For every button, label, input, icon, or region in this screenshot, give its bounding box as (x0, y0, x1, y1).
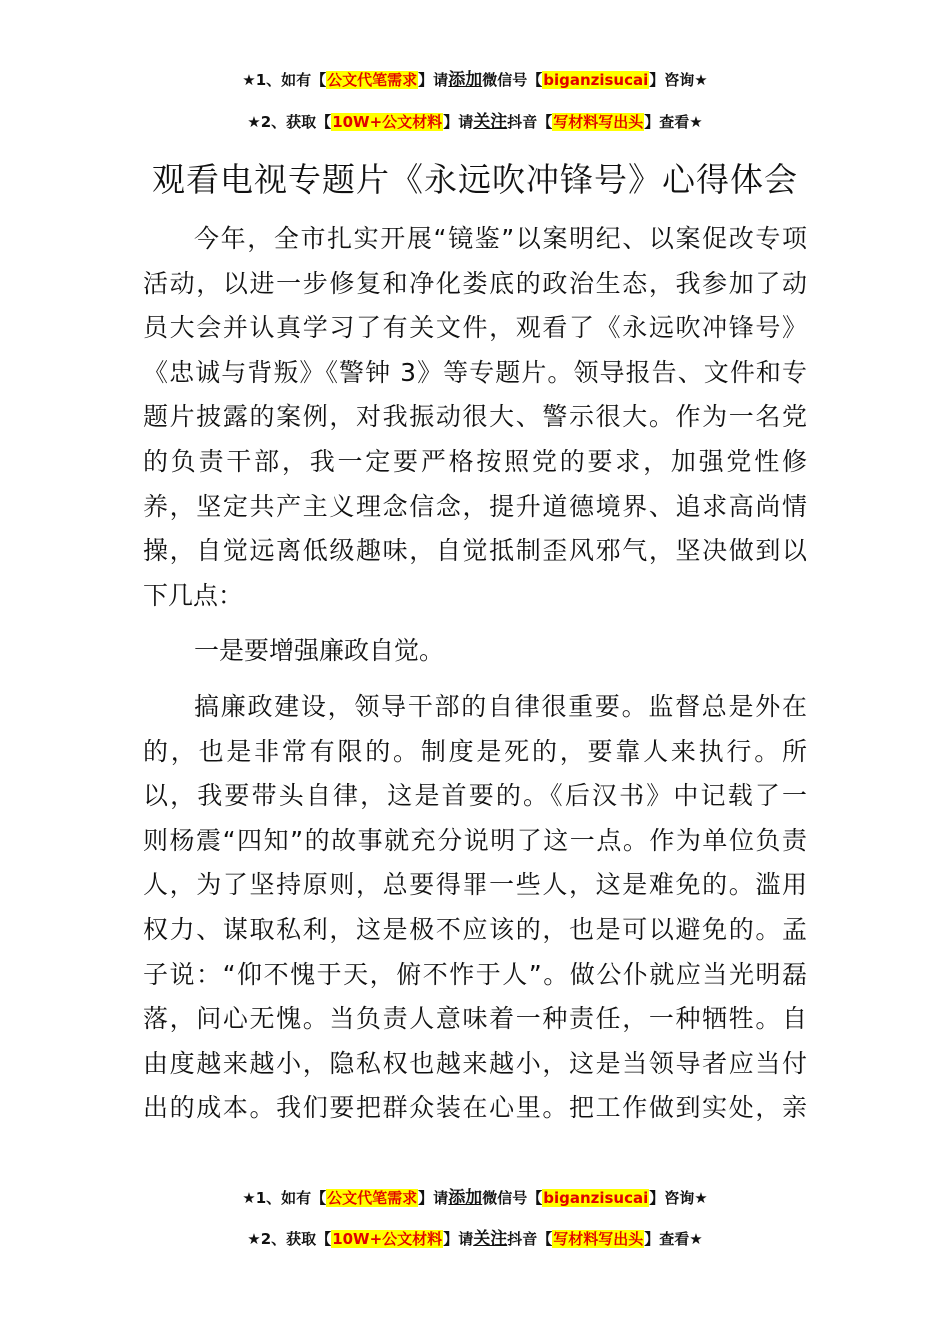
promo-header-line-1 (0, 68, 950, 92)
promo-footer-line-2 (0, 1227, 950, 1251)
promo-text: 】请 (443, 113, 474, 131)
promo-highlight: 10W+公文材料 (332, 113, 443, 131)
document-body (143, 217, 807, 1131)
promo-text: ★1、如有【 (242, 1189, 327, 1207)
promo-text: 】请 (443, 1230, 474, 1248)
paragraph-line: 人，为了坚持原则，总要得罪一些人，这是难免的。滥用 (143, 870, 807, 900)
paragraph-line: 则杨震“四知”的故事就充分说明了这一点。作为单位负责 (143, 825, 807, 855)
paragraph-line: 落，问心无愧。当负责人意味着一种责任，一种牺牲。自 (143, 1004, 807, 1034)
paragraph-line: 下几点： (143, 580, 244, 610)
paragraph-line: 《忠诚与背叛》《警钟 3》等专题片。领导报告、文件和专 (143, 357, 807, 387)
promo-highlight-wechat-id: biganzisucai (543, 1189, 649, 1207)
promo-text: 】咨询★ (649, 1189, 708, 1207)
paragraph-line: 的负责干部，我一定要严格按照党的要求，加强党性修 (143, 446, 807, 476)
promo-footer-line-1 (0, 1186, 950, 1210)
paragraph-line: 出的成本。我们要把群众装在心里。把工作做到实处，亲 (143, 1093, 807, 1123)
promo-text: ★1、如有【 (242, 71, 327, 89)
paragraph-line: 养，坚定共产主义理念信念，提升道德境界、追求高尚情 (143, 491, 807, 521)
promo-underlined-text: 关注 (473, 112, 508, 132)
promo-text: 微信号【 (482, 71, 543, 89)
paragraph-line: 搞廉政建设，领导干部的自律很重要。监督总是外在 (194, 691, 807, 721)
promo-highlight: 公文代笔需求 (327, 1189, 418, 1207)
promo-underlined-text: 添加 (448, 1188, 483, 1208)
promo-text: 】查看★ (644, 113, 703, 131)
promo-highlight-douyin-name: 写材料写出头 (553, 113, 644, 131)
paragraph-line: 操，自觉远离低级趣味，自觉抵制歪风邪气，坚决做到以 (143, 536, 807, 566)
promo-text: ★2、获取【 (247, 113, 332, 131)
document-title: 观看电视专题片《永远吹冲锋号》心得体会 (152, 160, 798, 199)
promo-text: 抖音【 (507, 1230, 553, 1248)
paragraph-line: 活动，以进一步修复和净化娄底的政治生态，我参加了动 (143, 268, 807, 298)
promo-text: 抖音【 (507, 113, 553, 131)
promo-text: ★2、获取【 (247, 1230, 332, 1248)
promo-highlight: 公文代笔需求 (327, 71, 418, 89)
paragraph-line: 由度越来越小，隐私权也越来越小，这是当领导者应当付 (143, 1048, 807, 1078)
paragraph-line: 今年，全市扎实开展“镜鉴”以案明纪、以案促改专项 (194, 224, 807, 253)
paragraph-line: 权力、谋取私利，这是极不应该的，也是可以避免的。孟 (143, 914, 807, 944)
paragraph-line: 员大会并认真学习了有关文件，观看了《永远吹冲锋号》 (143, 313, 807, 343)
paragraph-line: 子说：“仰不愧于天，俯不怍于人”。做公仆就应当光明磊 (143, 959, 807, 989)
promo-highlight-douyin-name: 写材料写出头 (553, 1230, 644, 1248)
promo-highlight: 10W+公文材料 (332, 1230, 443, 1248)
promo-header-line-2 (0, 110, 950, 134)
promo-text: 】咨询★ (649, 71, 708, 89)
paragraph-line: 的，也是非常有限的。制度是死的，要靠人来执行。所 (143, 736, 807, 766)
promo-text: 】请 (418, 71, 449, 89)
promo-text: 】请 (418, 1189, 449, 1207)
section-heading: 一是要增强廉政自觉。 (194, 636, 445, 666)
paragraph-line: 以，我要带头自律，这是首要的。《后汉书》中记载了一 (143, 781, 807, 811)
promo-underlined-text: 添加 (448, 70, 483, 90)
paragraph-line: 题片披露的案例，对我振动很大、警示很大。作为一名党 (143, 402, 807, 432)
promo-text: 】查看★ (644, 1230, 703, 1248)
promo-highlight-wechat-id: biganzisucai (543, 71, 649, 89)
promo-underlined-text: 关注 (473, 1229, 508, 1249)
promo-text: 微信号【 (482, 1189, 543, 1207)
